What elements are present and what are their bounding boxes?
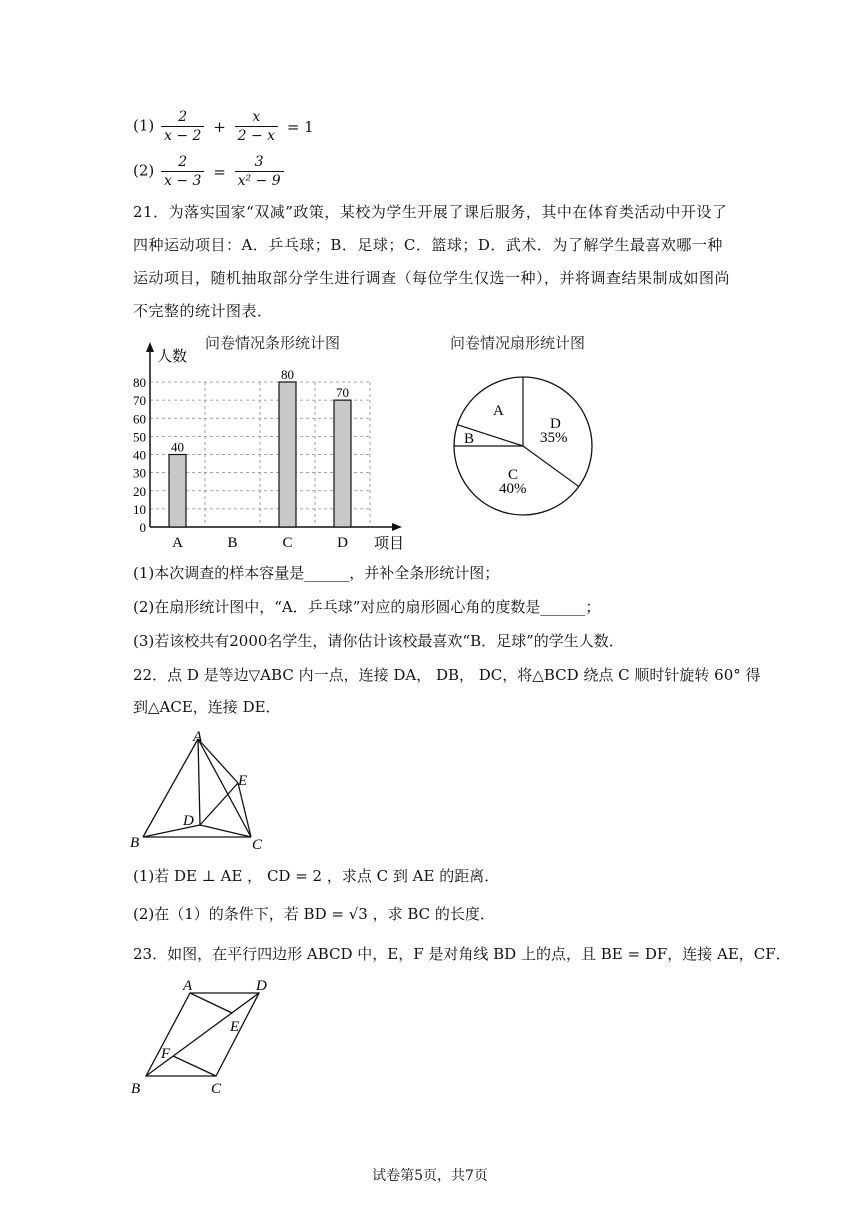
q21-sub1: (1)本次调查的样本容量是______，并补全条形统计图； (133, 564, 500, 582)
q22-label-d: D (183, 813, 194, 829)
y-tick-label: 80 (133, 375, 146, 390)
q20-part2: (2) $\frac{2}{x - 3}$ = $\frac{3}{\text{x² − 9}}$ (133, 153, 286, 190)
q20-p2-frac1: $\frac{2}{x - 3}$ (161, 153, 204, 190)
bar-chart (120, 340, 420, 555)
y-tick-labels (133, 375, 146, 535)
bar-chart-title: 问卷情况条形统计图 (205, 334, 341, 352)
q22-label-a: A (193, 729, 203, 745)
x-tick-label: D (337, 535, 348, 551)
q22-sub1: (1)若 DE ⊥ AE ， CD = 2 ，求点 C 到 AE 的距离． (133, 867, 500, 885)
q20-part1: (1) $\frac{2}{x - 2}$ + $\frac{x}{2 - x}$ = 1 (133, 109, 314, 144)
q23-label-d: D (256, 978, 267, 994)
y-tick-label: 70 (133, 393, 146, 409)
q22-figure-lines (143, 739, 251, 837)
q22-line2: 到△ACE，连接 DE． (133, 698, 281, 716)
x-tick-label: A (172, 535, 183, 551)
bar-c (279, 382, 296, 527)
q23-label-e: E (230, 1019, 240, 1035)
q22-label-b: B (130, 835, 140, 851)
q23-label-f: F (161, 1046, 171, 1062)
bar-d (334, 400, 351, 527)
q20-p1-frac1: $\frac{2}{x - 2}$ (161, 108, 204, 145)
pie-label-a: A (493, 403, 504, 419)
q20-p2-prefix: (2) (133, 161, 155, 180)
y-tick-label: 50 (133, 429, 146, 445)
q22-figure (128, 727, 273, 852)
x-tick-labels (172, 535, 348, 551)
pie-value-c: 40% (499, 481, 527, 497)
q23-figure-lines (146, 993, 259, 1076)
q20-p1-prefix: (1) (133, 116, 155, 135)
y-tick-label: 20 (133, 483, 146, 499)
pie-label-c: C (508, 467, 519, 483)
q21-text: 21．为落实国家“双减”政策，某校为学生开展了课后服务，其中在体育类活动中开设了四种运动项目：A．乒乓球；B．足球；C．篮球；D．武术．为了解学生最喜欢哪一种运动项目，随机抽取部分学生进行调查（每位学生仅选一种），并将调查结果制成如图尚不完整的统计图表． (133, 203, 731, 320)
y-axis-arrow (146, 342, 154, 352)
q22-label-e: E (238, 773, 248, 789)
pie-value-d: 35% (540, 430, 568, 446)
q23-label-b: B (131, 1081, 141, 1097)
q21-sub3: (3)若该校共有2000名学生，请你估计该校最喜欢“B．足球”的学生人数． (133, 632, 624, 650)
pie-chart-title: 问卷情况扇形统计图 (450, 334, 586, 352)
page-footer: 试卷第5页，共7页 (372, 1168, 488, 1184)
x-axis-label: 项目 (374, 534, 405, 552)
bar-a (169, 455, 186, 528)
q21-sub2: (2)在扇形统计图中，“A．乒乓球”对应的扇形圆心角的度数是______； (133, 598, 601, 616)
q23-label-a: A (183, 978, 193, 994)
bar-value-label: 80 (281, 367, 294, 382)
y-tick-label: 60 (133, 411, 146, 427)
q23-label-c: C (211, 1081, 222, 1097)
pie-label-b: B (464, 431, 475, 447)
q22-line1: 22．点 D 是等边▽ABC 内一点，连接 DA， DB， DC，将△BCD 绕点 C 顺时针旋转 60° 得 (133, 666, 761, 684)
pie-chart (450, 373, 600, 523)
y-tick-label: 10 (133, 501, 146, 517)
x-tick-label: B (227, 535, 238, 551)
q20-p1-frac2: $\frac{x}{2 - x}$ (235, 108, 278, 145)
x-axis-arrow (392, 523, 402, 531)
q23-text: 23．如图，在平行四边形 ABCD 中，E，F 是对角线 BD 上的点，且 BE = DF，连接 AE，CF． (133, 945, 791, 963)
q23-figure (128, 975, 288, 1100)
y-tick-label: 0 (139, 520, 146, 535)
bar-value-label: 70 (336, 385, 349, 401)
x-tick-label: C (282, 535, 293, 551)
q20-p2-frac2: $\frac{3}{\text{x² − 9}}$ (235, 153, 284, 190)
pie-label-d: D (550, 416, 561, 432)
y-axis-label: 人数 (157, 347, 188, 365)
y-tick-label: 30 (133, 465, 146, 481)
y-tick-label: 40 (133, 447, 146, 463)
q22-label-c: C (252, 837, 263, 852)
q22-sub2: (2)在（1）的条件下，若 BD = √3 ，求 BC 的长度． (133, 905, 495, 923)
bar-value-label: 40 (171, 439, 184, 455)
